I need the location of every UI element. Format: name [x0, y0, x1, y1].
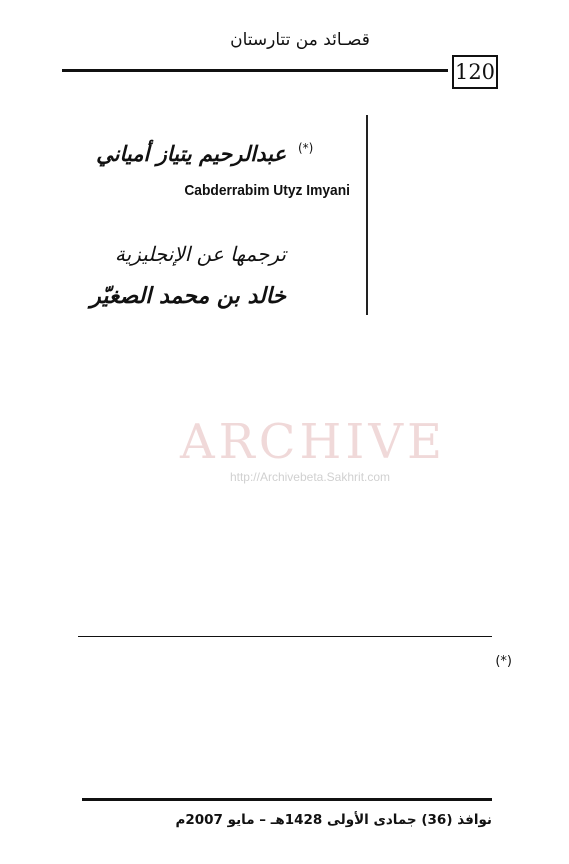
footer-rule [82, 798, 492, 801]
footnote-marker: (*) [495, 654, 512, 669]
translator-name: خالد بن محمد الصغيّر [90, 283, 286, 309]
running-header-title: قصـائد من تتارستان [230, 30, 370, 50]
author-name-arabic: عبدالرحيم يتياز أمياني [96, 141, 286, 166]
title-divider [366, 115, 368, 315]
footer-citation: نوافذ (36) جمادى الأولى 1428هـ – مايو 2007م [175, 812, 492, 828]
watermark-text: ARCHIVE [180, 414, 447, 470]
header-rule [62, 69, 448, 72]
author-footnote-mark: (*) [298, 141, 314, 155]
translation-label: ترجمها عن الإنجليزية [114, 242, 286, 266]
footnote-rule [78, 636, 492, 637]
page-number-box: 120 [452, 55, 498, 89]
watermark-url: http://Archivebeta.Sakhrit.com [229, 470, 391, 484]
author-name-latin: Cabderrabim Utyz Imyani [184, 182, 350, 199]
